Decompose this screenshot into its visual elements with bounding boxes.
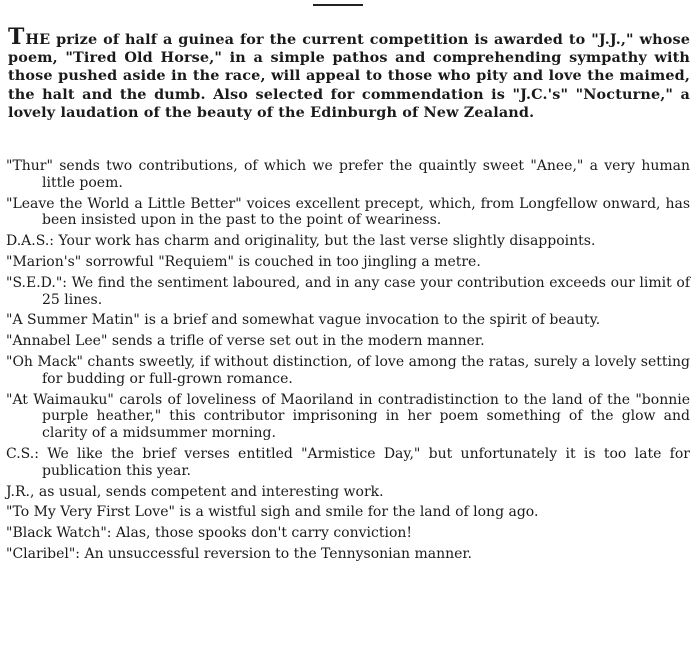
note-item: "At Waimauku" carols of loveliness of Maoriland in contradistinction to the land of the "bonnie purple heather," this contributor imprisoning in her poem something of the glow and clarity of a midsummer morning. (6, 391, 690, 442)
note-item: J.R., as usual, sends competent and interesting work. (6, 483, 384, 500)
competition-announcement (8, 24, 690, 122)
note-item: "Oh Mack" chants sweetly, if without distinction, of love among the ratas, surely a lovely setting for budding or full-grown romance. (6, 353, 690, 387)
note-item: "Black Watch": Alas, those spooks don't carry conviction! (6, 525, 413, 542)
note-item: "S.E.D.": We find the sentiment laboured, and in any case your contribution exceeds our limit of 25 lines. (6, 274, 690, 308)
note-item: "Claribel": An unsuccessful reversion to the Tennysonian manner. (6, 545, 472, 562)
note-item: "Thur" sends two contributions, of which we prefer the quaintly sweet "Anee," a very human little poem. (6, 158, 690, 191)
note-item: "To My Very First Love" is a wistful sigh and smile for the land of long ago. (6, 504, 539, 521)
note-item: "Annabel Lee" sends a trifle of verse set out in the modern manner. (6, 333, 485, 350)
header-rule (313, 4, 363, 6)
note-item: C.S.: We like the brief verses entitled "Armistice Day," but unfortunately it is too late for publication this year. (6, 445, 690, 479)
note-item: "Marion's" sorrowful "Requiem" is couched in too jingling a metre. (6, 253, 481, 270)
note-item: "Leave the World a Little Better" voices excellent precept, which, from Longfellow onward, has been insisted upon in the past to the point of weariness. (6, 195, 690, 229)
drop-cap: T (8, 24, 25, 50)
note-item: "A Summer Matin" is a brief and somewhat vague invocation to the spirit of beauty. (6, 312, 601, 329)
contributor-notes-list (6, 158, 690, 567)
note-item: D.A.S.: Your work has charm and originality, but the last verse slightly disappoints. (6, 233, 596, 250)
announcement-text: HE prize of half a guinea for the current competition is awarded to "J.J.," whose poem, "Tired Old Horse," in a simple pathos and comprehending sympathy with those pushed aside in the race, will appeal to those who pity and love the maimed, the halt and the dumb. Also selected for commendation is "J.C.'s" "Nocturne," a lovely laudation of the beauty of the Edinburgh of New Zealand. (8, 31, 690, 121)
